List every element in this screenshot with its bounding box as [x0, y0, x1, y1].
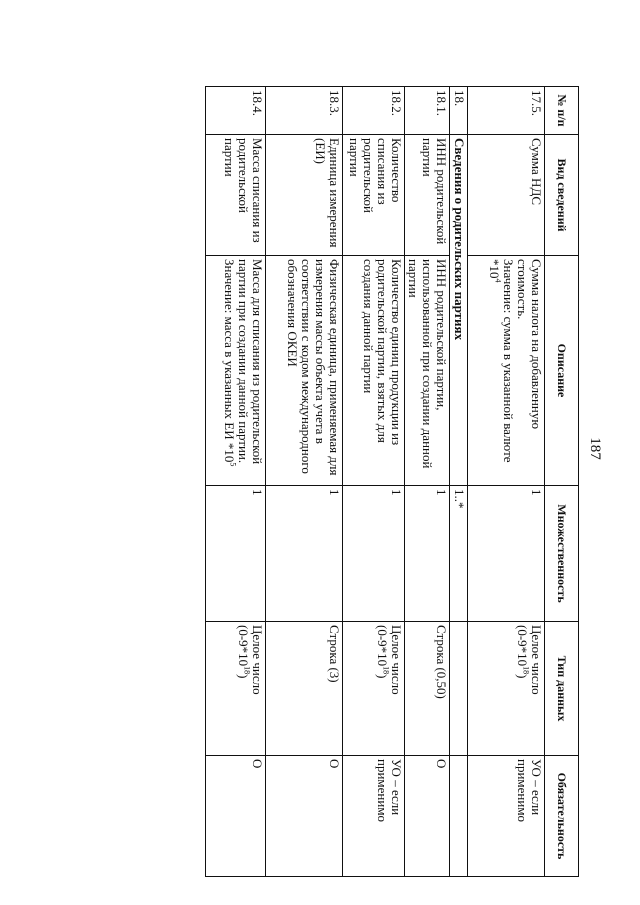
row-kind: Сумма НДС [468, 135, 545, 256]
table-row [266, 87, 343, 877]
header-num: № п/п [545, 87, 579, 135]
row-data-type: Строка (0,50) [405, 622, 450, 756]
description-line: Значение: масса в указанных ЕИ $*10^5$ [222, 259, 238, 467]
row-mandatory: УО – если применимо [343, 756, 405, 877]
row-multiplicity: 1 [206, 486, 266, 622]
row-kind: Масса списания из родительской партии [206, 135, 266, 256]
table-row [468, 87, 545, 877]
row-data-type: Целое число $(0-9*10^{18})$ [206, 622, 266, 756]
row-kind: Количество списания из родительской партии [343, 135, 405, 256]
row-description [468, 256, 545, 486]
row-data-type: Целое число $(0-9*10^{18})$ [343, 622, 405, 756]
table-row [343, 87, 405, 877]
description-line: Сумма налога на добавленную стоимость. [515, 259, 544, 430]
rotated-page [212, 86, 579, 876]
row-num: 18.3. [266, 87, 343, 135]
table-row [206, 87, 266, 877]
row-data-type [450, 622, 468, 756]
row-num: 18.1. [405, 87, 450, 135]
row-data-type: Целое число $(0-9*10^{18})$ [468, 622, 545, 756]
row-num: 17.5. [468, 87, 545, 135]
row-mandatory: О [206, 756, 266, 877]
row-kind: Единица измерения (ЕИ) [266, 135, 343, 256]
row-multiplicity: 1 [468, 486, 545, 622]
header-description: Описание [545, 256, 579, 486]
row-mandatory: О [266, 756, 343, 877]
row-mandatory [450, 756, 468, 877]
row-description: Количество единиц продукции из родительской партии, взятых для создания данной партии [343, 256, 405, 486]
row-data-type: Строка (3) [266, 622, 343, 756]
description-line: Значение: сумма в указанной валюте $*10^4$ [487, 259, 516, 463]
row-multiplicity: 1..* [450, 486, 468, 622]
row-num: 18.2. [343, 87, 405, 135]
header-mandatory: Обязательность [545, 756, 579, 877]
specification-table [205, 86, 579, 877]
row-multiplicity: 1 [343, 486, 405, 622]
header-data-type: Тип данных [545, 622, 579, 756]
row-multiplicity: 1 [405, 486, 450, 622]
row-multiplicity: 1 [266, 486, 343, 622]
section-title: Сведения о родительских партиях [450, 135, 468, 486]
table-row [405, 87, 450, 877]
section-row [450, 87, 468, 877]
header-multiplicity: Множественность [545, 486, 579, 622]
row-description: ИНН родительской партии, использованной при создании данной партии [405, 256, 450, 486]
row-num: 18. [450, 87, 468, 135]
row-kind: ИНН родительской партии [405, 135, 450, 256]
table-header-row [545, 87, 579, 877]
description-line: Масса для списания из родительской партии при создании данной партии. [236, 259, 265, 465]
row-description [206, 256, 266, 486]
row-num: 18.4. [206, 87, 266, 135]
page-number: 187 [586, 437, 603, 460]
row-mandatory: УО – если применимо [468, 756, 545, 877]
row-description: Физическая единица, применяемая для измерения массы объекта учета в соответствии с кодом международного обозначения ОКЕИ [266, 256, 343, 486]
header-kind: Вид сведений [545, 135, 579, 256]
row-mandatory: О [405, 756, 450, 877]
